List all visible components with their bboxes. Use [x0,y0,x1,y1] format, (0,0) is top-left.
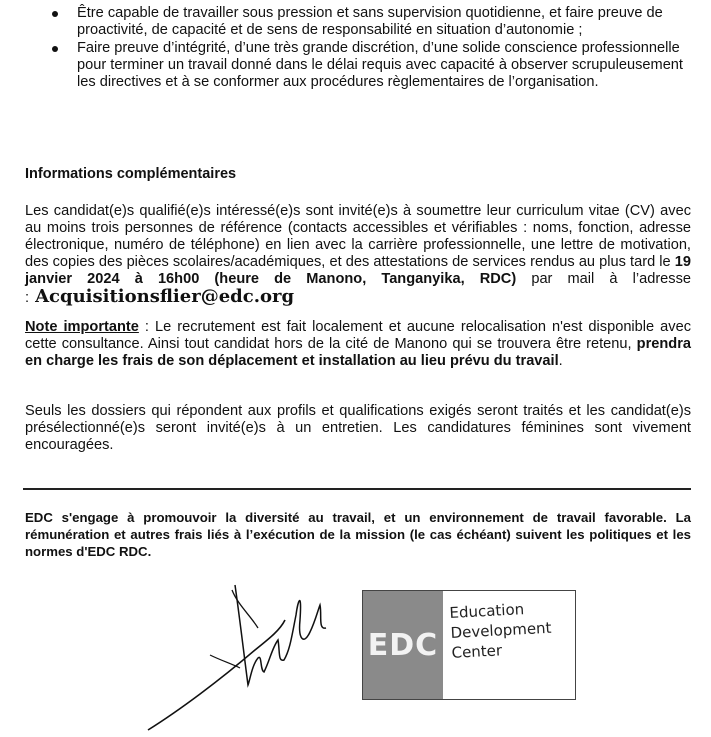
deadline: 19 janvier 2024 à 16h00 (heure de Manono, Tanganyika, RDC) [25,254,691,287]
important-note: Note importante : Le recrutement est fait localement et aucune relocalisation n'est disponible avec cette consultance. Ainsi tout candidat hors de la cité de Manono qui se trouvera être retenu, prendra en charge les frais de son déplacement et installation au lieu prévu du travail. [25,319,692,369]
bullet-icon [52,46,58,52]
divider [23,488,691,490]
signature [140,560,370,735]
commitment-statement: EDC s'engage à promouvoir la diversité au travail, et un environnement de travail favorable. La rémunération et autres frais liés à l’exécution de la mission (le cas échéant) suivent les politiques et les normes d'EDC RDC. [25,510,691,559]
selection-note: Seuls les dossiers qui répondent aux profils et qualifications exigés seront traités et les candidat(e)s présélectionné(e)s seront invité(e)s à un entretien. Les candidatures féminines sont vivement encouragées. [25,403,691,453]
list-item: Faire preuve d’intégrité, d’une très grande discrétion, d’une solide conscience professionnelle pour terminer un travail donné dans le délai requis avec capacité à observer scrupuleusement les directives et à se conformer aux procédures règlementaires de l’organisation. [30,40,690,91]
requirements-list [30,5,690,92]
email-address: Acquisitionsflier@edc.org [35,286,295,307]
application-instructions: Les candidat(e)s qualifié(e)s intéressé(e)s sont invité(e)s à soumettre leur curriculum vitae (CV) avec au moins trois personnes de référence (contacts accessibles et vérifiables : noms, fonction, adresse électronique, numéro de téléphone) en lien avec la carrière professionnelle, une lettre de motivation, des copies des pièces scolaires/académiques, et des attestations de services rendus au plus tard le 19 janvier 2024 à 16h00 (heure de Manono, Tanganyika, RDC) par mail à l’adresse : Acquisitionsflier@edc.org [25,203,692,307]
note-label: Note importante [25,319,139,335]
bullet-icon [52,11,58,17]
list-item: Être capable de travailler sous pression et sans supervision quotidienne, et faire preuve de proactivité, de capacité et de sens de responsabilité en situation d’autonomie ; [30,5,690,39]
section-title: Informations complémentaires [25,166,237,182]
stamp-org-name: Education Development Center [449,600,552,662]
edc-logo: EDC [363,591,443,699]
edc-stamp [362,590,576,700]
